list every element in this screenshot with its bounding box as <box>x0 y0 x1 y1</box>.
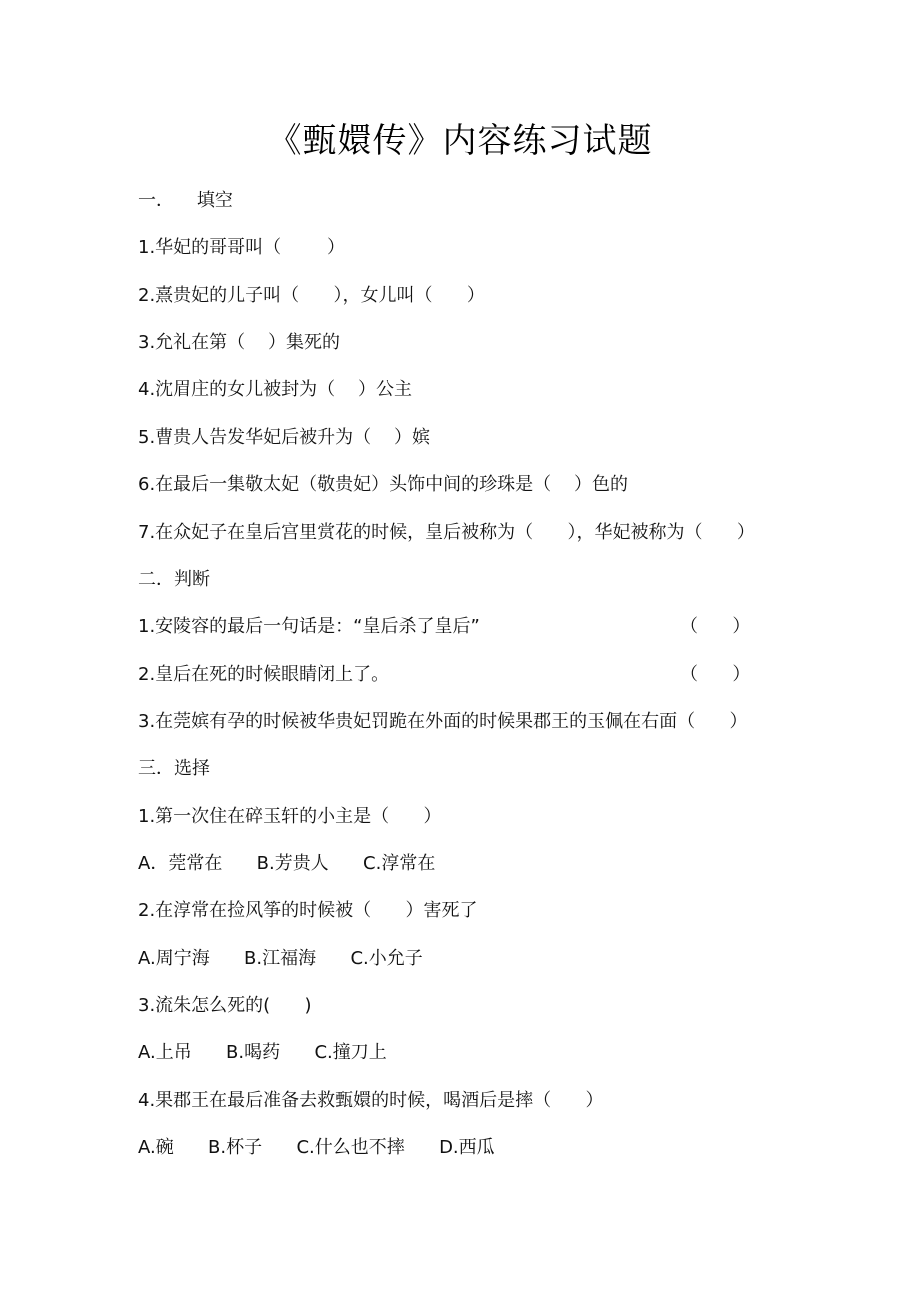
section-heading-multiple-choice: 三．选择 <box>138 758 210 779</box>
question-line: 2.皇后在死的时候眼睛闭上了。 <box>138 664 390 685</box>
question-line: 7.在众妃子在皇后宫里赏花的时候，皇后被称为（ ），华妃被称为（ ） <box>138 522 755 543</box>
question-line: 1.第一次住在碎玉轩的小主是（ ） <box>138 806 442 827</box>
answer-slot: （ ） <box>680 616 751 637</box>
options-line: A.上吊 B.喝药 C.撞刀上 <box>138 1042 387 1063</box>
question-line: 4.沈眉庄的女儿被封为（ ）公主 <box>138 379 413 400</box>
question-line: 3.在莞嫔有孕的时候被华贵妃罚跪在外面的时候果郡王的玉佩在右面（ ） <box>138 711 748 732</box>
section-heading-fill-blank: 一． 填空 <box>138 190 233 211</box>
answer-slot: （ ） <box>680 664 751 685</box>
question-line: 2.在淳常在捡风筝的时候被（ ）害死了 <box>138 900 478 921</box>
question-line: 6.在最后一集敬太妃（敬贵妃）头饰中间的珍珠是（ ）色的 <box>138 474 629 495</box>
question-line: 3.流朱怎么死的( ) <box>138 995 312 1016</box>
section-heading-true-false: 二．判断 <box>138 569 210 590</box>
options-line: A.碗 B.杯子 C.什么也不摔 D.西瓜 <box>138 1137 495 1158</box>
question-line: 3.允礼在第（ ）集死的 <box>138 332 341 353</box>
question-line: 5.曹贵人告发华妃后被升为（ ）嫔 <box>138 427 431 448</box>
question-line: 4.果郡王在最后准备去救甄嬛的时候，喝酒后是摔（ ） <box>138 1090 604 1111</box>
options-line: A.周宁海 B.江福海 C.小允子 <box>138 948 423 969</box>
question-line: 1.华妃的哥哥叫（ ） <box>138 237 345 258</box>
options-line: A．莞常在 B.芳贵人 C.淳常在 <box>138 853 436 874</box>
page-title: 《甄嬛传》内容练习试题 <box>267 121 653 161</box>
question-line: 1.安陵容的最后一句话是：“皇后杀了皇后” <box>138 616 480 637</box>
question-line: 2.熹贵妃的儿子叫（ ），女儿叫（ ） <box>138 285 485 306</box>
